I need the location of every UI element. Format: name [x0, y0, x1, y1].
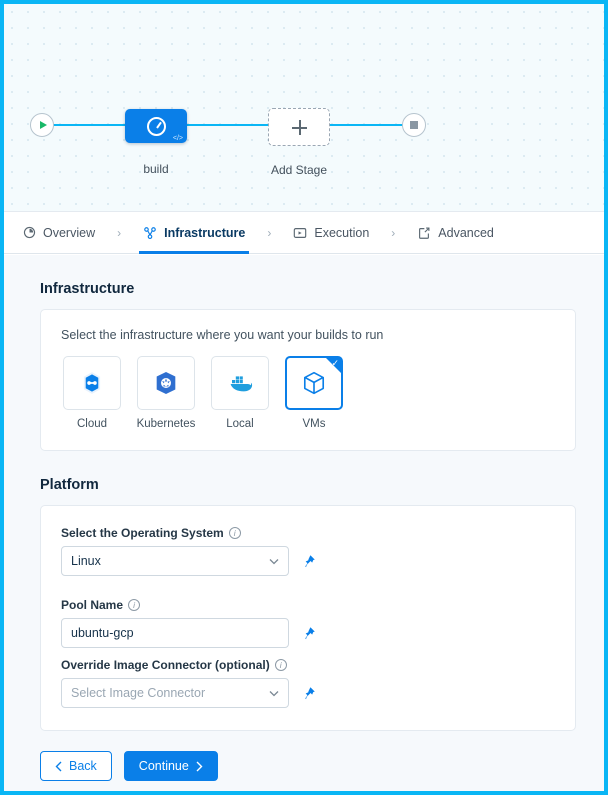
connector-label-text: Override Image Connector (optional) — [61, 658, 270, 672]
wizard-footer — [4, 731, 604, 781]
os-field-row — [61, 546, 555, 576]
stage-label: build — [143, 162, 169, 176]
tab-infrastructure[interactable] — [139, 212, 249, 254]
stage-tabs — [4, 212, 604, 254]
infra-option-kubernetes[interactable] — [135, 356, 197, 430]
os-field-label — [61, 526, 555, 540]
back-button-label: Back — [69, 759, 97, 773]
pipeline-end-node[interactable] — [402, 113, 426, 137]
tab-separator-3: › — [391, 225, 396, 240]
selected-check-icon: ✓ — [331, 358, 339, 368]
tab-advanced-label: Advanced — [438, 225, 494, 240]
overview-icon — [22, 226, 36, 240]
pool-field-row — [61, 618, 555, 648]
tab-separator-2: › — [267, 225, 272, 240]
image-connector-placeholder: Select Image Connector — [71, 686, 206, 700]
infra-option-kubernetes-box[interactable] — [137, 356, 195, 410]
chevron-right-icon — [196, 761, 203, 772]
infrastructure-hint: Select the infrastructure where you want your builds to run — [61, 328, 384, 342]
play-icon — [40, 121, 47, 129]
vm-cube-icon — [301, 370, 327, 396]
connector-line-start — [48, 124, 126, 126]
infra-option-cloud-box[interactable] — [63, 356, 121, 410]
plus-icon — [292, 120, 307, 135]
infra-option-kubernetes-label: Kubernetes — [136, 418, 196, 430]
chevron-down-icon — [269, 690, 279, 697]
info-icon[interactable]: i — [128, 599, 140, 611]
infra-option-local-label: Local — [226, 418, 254, 430]
pool-label-text: Pool Name — [61, 598, 124, 612]
infrastructure-title: Infrastructure — [40, 281, 135, 297]
connector-line-end — [330, 124, 410, 126]
infra-option-vms-label: VMs — [302, 418, 326, 430]
continue-button-label: Continue — [138, 759, 189, 773]
stage-config-body — [4, 255, 604, 791]
infra-option-cloud[interactable] — [61, 356, 123, 430]
execution-icon — [293, 226, 307, 240]
image-connector-select[interactable] — [61, 678, 289, 708]
infrastructure-options — [41, 346, 575, 450]
add-stage-button[interactable] — [268, 108, 330, 146]
os-select-value: Linux — [71, 554, 101, 568]
build-stage-icon — [147, 117, 166, 136]
cloud-harness-icon — [79, 370, 105, 396]
os-select[interactable] — [61, 546, 289, 576]
tab-overview[interactable] — [18, 212, 99, 254]
os-label-text: Select the Operating System — [61, 526, 224, 540]
platform-title: Platform — [40, 477, 99, 493]
pipeline-start-node[interactable] — [30, 113, 54, 137]
infra-option-vms[interactable] — [283, 356, 345, 430]
platform-card — [40, 505, 576, 731]
stage-node-build[interactable] — [125, 109, 187, 143]
infrastructure-icon — [143, 226, 157, 240]
tab-separator-1: › — [117, 225, 122, 240]
tab-execution[interactable] — [289, 212, 373, 254]
connector-field-label — [61, 658, 555, 672]
back-button[interactable] — [40, 751, 112, 781]
pool-field-label — [61, 598, 555, 612]
infra-option-local-box[interactable] — [211, 356, 269, 410]
connector-field-row — [61, 678, 555, 708]
docker-icon — [226, 371, 254, 395]
stage-badge: </> — [172, 135, 183, 142]
advanced-icon — [417, 226, 431, 240]
infra-option-local[interactable] — [209, 356, 271, 430]
add-stage-label: Add Stage — [270, 163, 328, 177]
chevron-left-icon — [55, 761, 62, 772]
chevron-down-icon — [269, 558, 279, 565]
info-icon[interactable]: i — [229, 527, 241, 539]
infrastructure-card — [40, 309, 576, 451]
tab-advanced[interactable] — [413, 212, 498, 254]
stop-icon — [410, 121, 418, 129]
connector-line-mid — [186, 124, 268, 126]
pool-name-input[interactable] — [61, 618, 289, 648]
kubernetes-icon — [153, 370, 179, 396]
tab-overview-label: Overview — [43, 225, 96, 240]
info-icon[interactable]: i — [275, 659, 287, 671]
continue-button[interactable] — [124, 751, 218, 781]
pin-icon[interactable] — [297, 547, 321, 575]
tab-infrastructure-label: Infrastructure — [164, 225, 246, 240]
tab-execution-label: Execution — [314, 225, 370, 240]
infra-option-vms-box[interactable] — [285, 356, 343, 410]
pool-name-value: ubuntu-gcp — [71, 626, 134, 640]
infra-option-cloud-label: Cloud — [76, 418, 108, 430]
pipeline-canvas[interactable] — [4, 4, 604, 212]
pin-icon[interactable] — [297, 679, 321, 707]
pin-icon[interactable] — [297, 619, 321, 647]
